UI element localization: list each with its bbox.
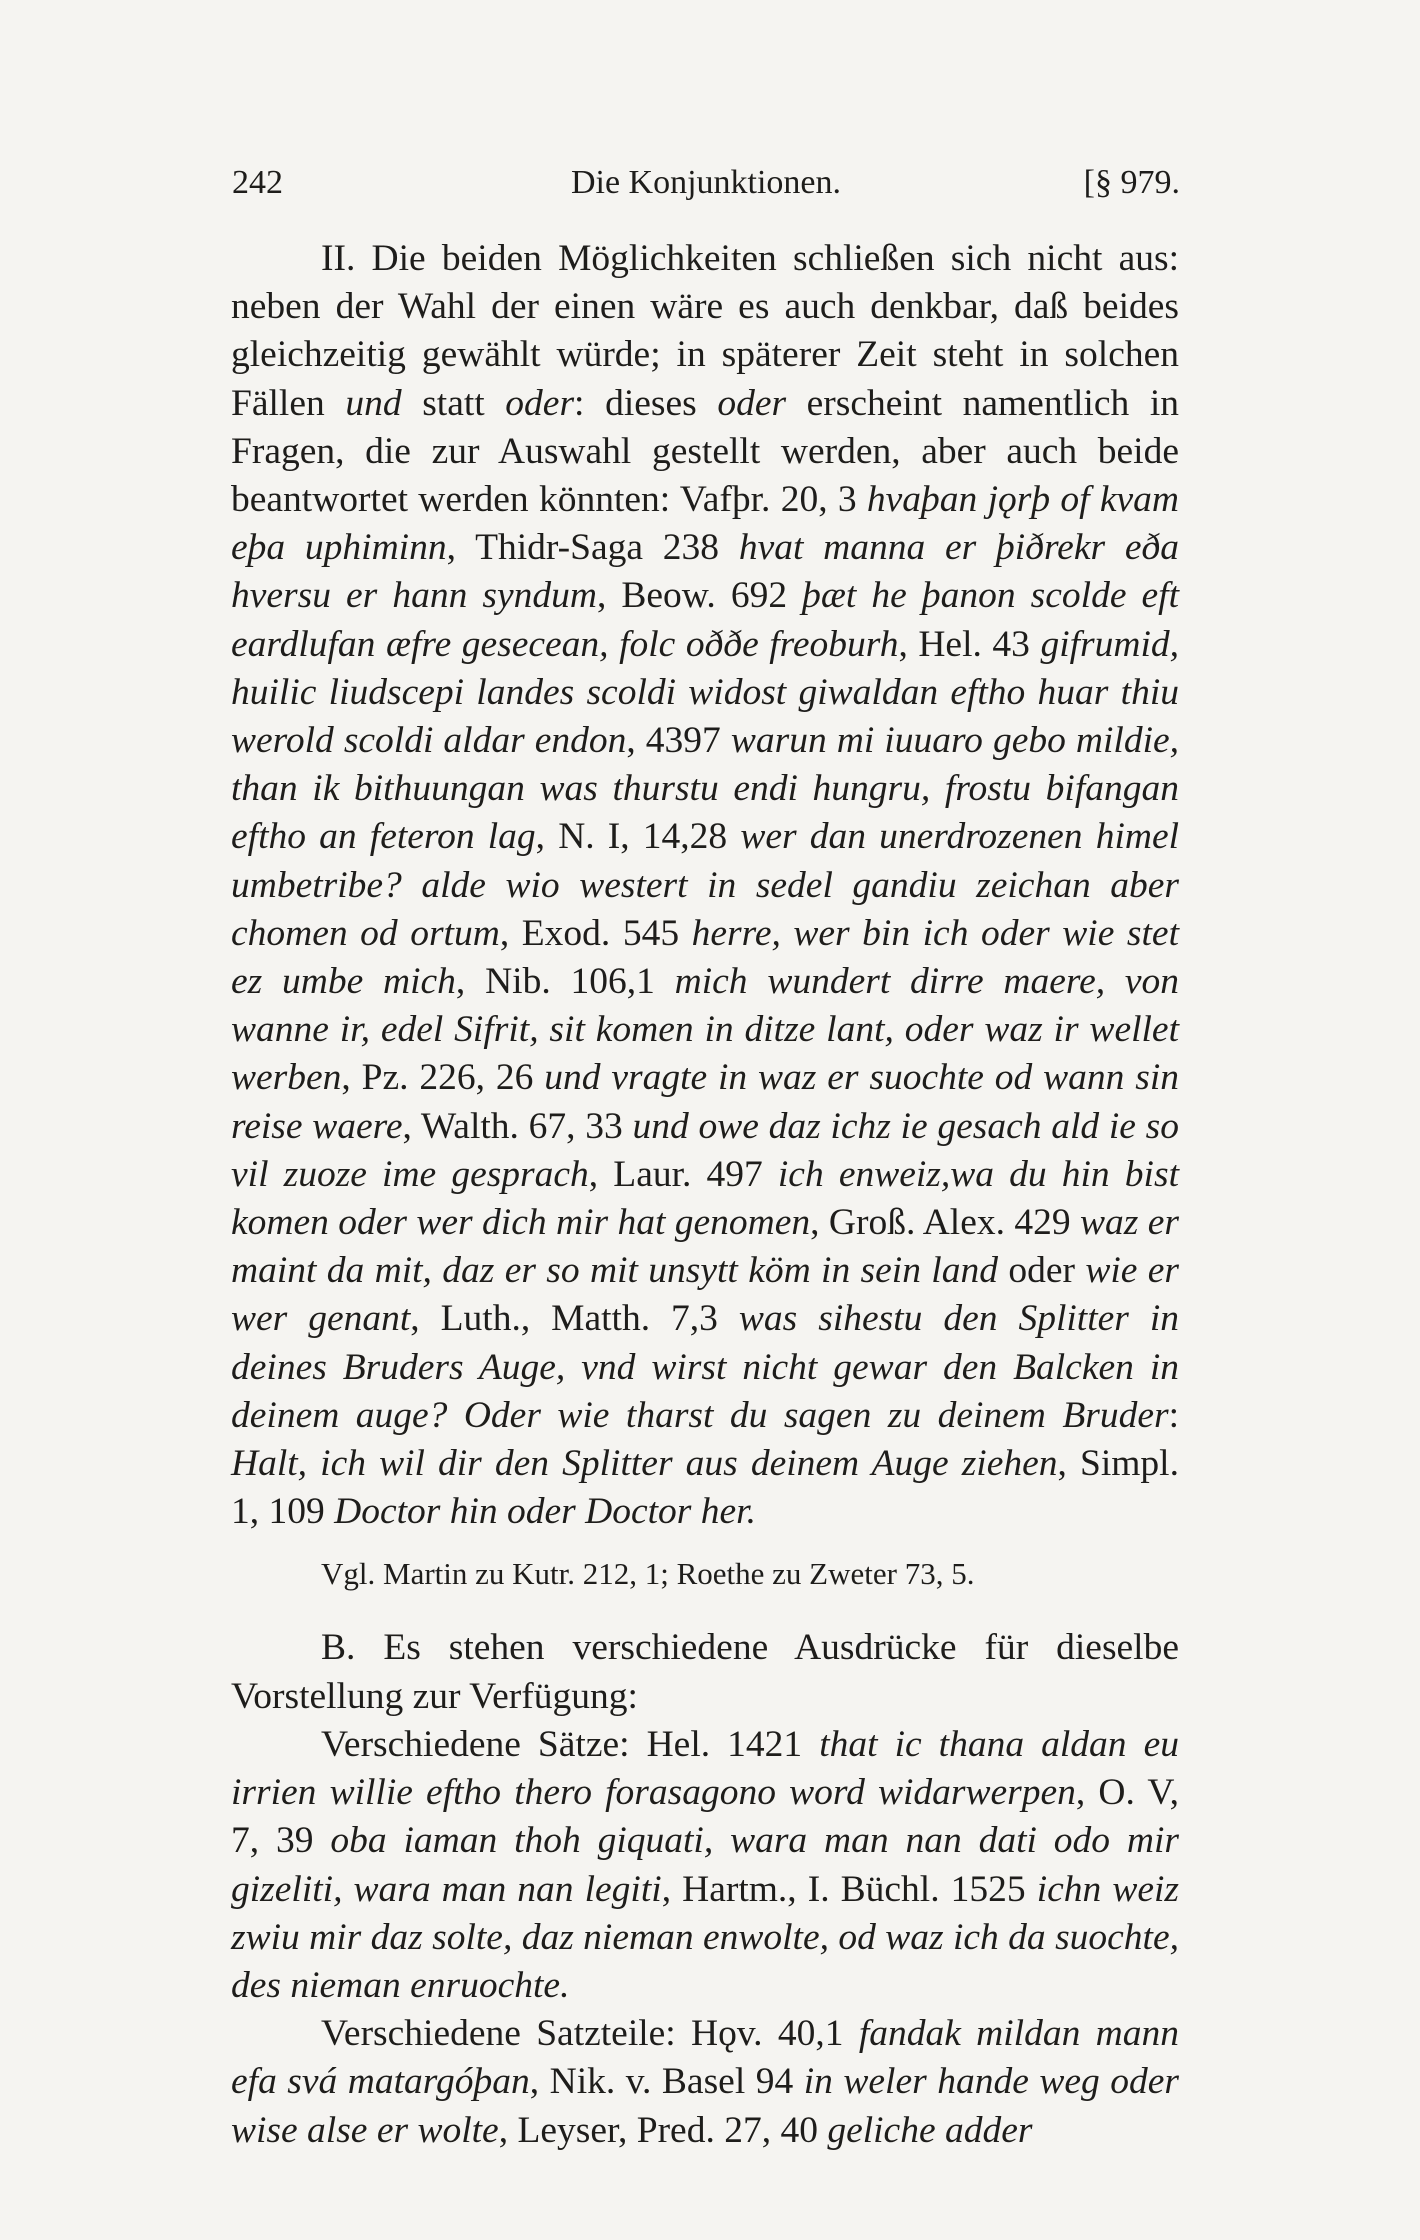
italic-quotation: wer dan unerdrozenen himel umbetribe? alde wio westert in sedel gandiu zeichan aber chomen od ortum	[231, 816, 1180, 954]
paragraph-alternatives	[231, 235, 1179, 1536]
italic-quotation: herre, wer bin ich oder wie stet ez umbe mich	[231, 912, 1179, 1003]
text-run: Verschiedene Sätze: Hel. 1421	[321, 1723, 820, 1765]
text-run: II. Die beiden Möglichkeiten schließen sich nicht aus: neben der Wahl der einen wäre es auch denkbar, daß beides gleichzeitig gewählt würde; in späterer Zeit steht in solchen Fällen	[231, 238, 1179, 424]
text-run: , Laur. 497	[588, 1153, 778, 1195]
text-run: :	[1168, 1394, 1179, 1436]
italic-quotation: Halt, ich wil dir den Splitter aus deinem Auge ziehen	[231, 1443, 1058, 1485]
italic-quotation: in weler hande weg oder wise alse er wolte	[231, 2061, 1179, 2151]
italic-quotation: mich wundert dirre maere, von wanne ir, edel Sifrit, sit komen in ditze lant, oder waz ir wellet werben	[231, 961, 1180, 1099]
italic-quotation: und	[345, 382, 402, 424]
text-run: , O. V, 7, 39	[231, 1772, 1179, 1862]
text-run: , Pz. 226, 26	[341, 1057, 545, 1099]
text-run: , Hartm., I. Büchl. 1525	[661, 1868, 1037, 1910]
text-run: , Walth. 67, 33	[402, 1105, 633, 1147]
main-text	[231, 235, 1179, 2155]
paragraph-different-clause-parts	[231, 2010, 1179, 2155]
reference-note	[231, 1550, 1179, 1598]
text-run: B. Es stehen verschiedene Ausdrücke für dieselbe Vorstellung zur Verfügung:	[231, 1627, 1179, 1717]
italic-quotation: oba iaman thoh giquati, wara man nan dati odo mir gizeliti, wara man nan legiti	[231, 1820, 1179, 1910]
text-run: : dieses	[574, 382, 718, 424]
italic-quotation: warun mi iuuaro gebo mildie, than ik bithuungan was thurstu endi hungru, frostu bifangan eftho an feteron lag	[231, 720, 1180, 858]
italic-quotation: hvaþan jǫrþ of kvam eþa uphiminn	[231, 479, 1179, 569]
italic-quotation: und owe daz ichz ie gesach ald ie so vil zuoze ime gesprach	[231, 1105, 1179, 1195]
italic-quotation: hvat manna er þiðrekr eða hversu er hann syndum	[231, 527, 1179, 617]
italic-quotation: þæt he þanon scolde eft eardlufan æfre gesecean, folc oððe freoburh	[231, 575, 1179, 665]
italic-quotation: oder	[717, 382, 787, 424]
paragraph-different-clauses	[231, 1721, 1179, 2010]
text-run: , Nib. 106,1	[455, 961, 675, 1003]
italic-quotation: gifrumid, huilic liudscepi landes scoldi widost giwaldan eftho huar thiu werold scoldi aldar endon	[231, 623, 1179, 762]
running-title: Die Konjunktionen.	[570, 164, 842, 201]
text-run: , Hel. 43	[898, 623, 1041, 665]
italic-quotation: ich enweiz,wa du hin bist komen oder wer dich mir hat genomen	[231, 1153, 1179, 1244]
italic-quotation: oder	[505, 382, 575, 424]
text-run: , Exod. 545	[499, 912, 692, 954]
italic-quotation: wie er wer genant	[231, 1250, 1179, 1340]
text-run: statt	[401, 382, 506, 424]
italic-quotation: Doctor hin oder Doctor her.	[334, 1491, 756, 1533]
italic-quotation: fandak mildan mann efa svá matargóþan	[231, 2013, 1179, 2103]
italic-quotation: waz er maint da mit, daz er so mit unsytt köm in sein land	[231, 1202, 1179, 1292]
italic-quotation: that ic thana aldan eu irrien willie eftho thero forasagono word widarwerpen	[231, 1723, 1179, 1814]
text-run: , Simpl. 1, 109	[231, 1443, 1179, 1533]
text-run: , Luth., Matth. 7,3	[410, 1298, 739, 1340]
text-run: , Thidr-Saga 238	[446, 527, 739, 569]
running-header	[232, 158, 1180, 208]
page-number: 242	[232, 164, 283, 201]
italic-quotation: und vragte in waz er suochte od wann sin reise waere	[231, 1057, 1180, 1147]
text-run: , Leyser, Pred. 27, 40	[498, 2109, 828, 2151]
text-run: , Groß. Alex. 429	[810, 1202, 1080, 1244]
text-run: erscheint namentlich in Fragen, die zur Auswahl gestellt werden, aber auch beide beantwortet werden könnten: Vafþr. 20, 3	[231, 382, 1179, 521]
italic-quotation: geliche adder	[827, 2109, 1033, 2151]
paragraph-b-heading	[231, 1624, 1179, 1720]
text-run: , Nik. v. Basel 94	[529, 2061, 804, 2103]
text-run: , N. I, 14,28	[535, 816, 741, 858]
text-run: , Beow. 692	[596, 575, 803, 617]
text-run: oder	[997, 1250, 1086, 1292]
text-run: Verschiedene Satzteile: Hǫv. 40,1	[321, 2013, 859, 2055]
section-marker: [§ 979.	[1083, 164, 1180, 201]
text-run: Vgl. Martin zu Kutr. 212, 1; Roethe zu Zweter 73, 5.	[321, 1556, 975, 1592]
italic-quotation: was sihestu den Splitter in deines Bruders Auge, vnd wirst nicht gewar den Balcken in deinem auge? Oder wie tharst du sagen zu deinem Bruder	[231, 1298, 1179, 1436]
italic-quotation: ichn weiz zwiu mir daz solte, daz nieman enwolte, od waz ich da suochte, des nieman enruochte.	[231, 1868, 1179, 2006]
text-run: , 4397	[626, 720, 731, 762]
